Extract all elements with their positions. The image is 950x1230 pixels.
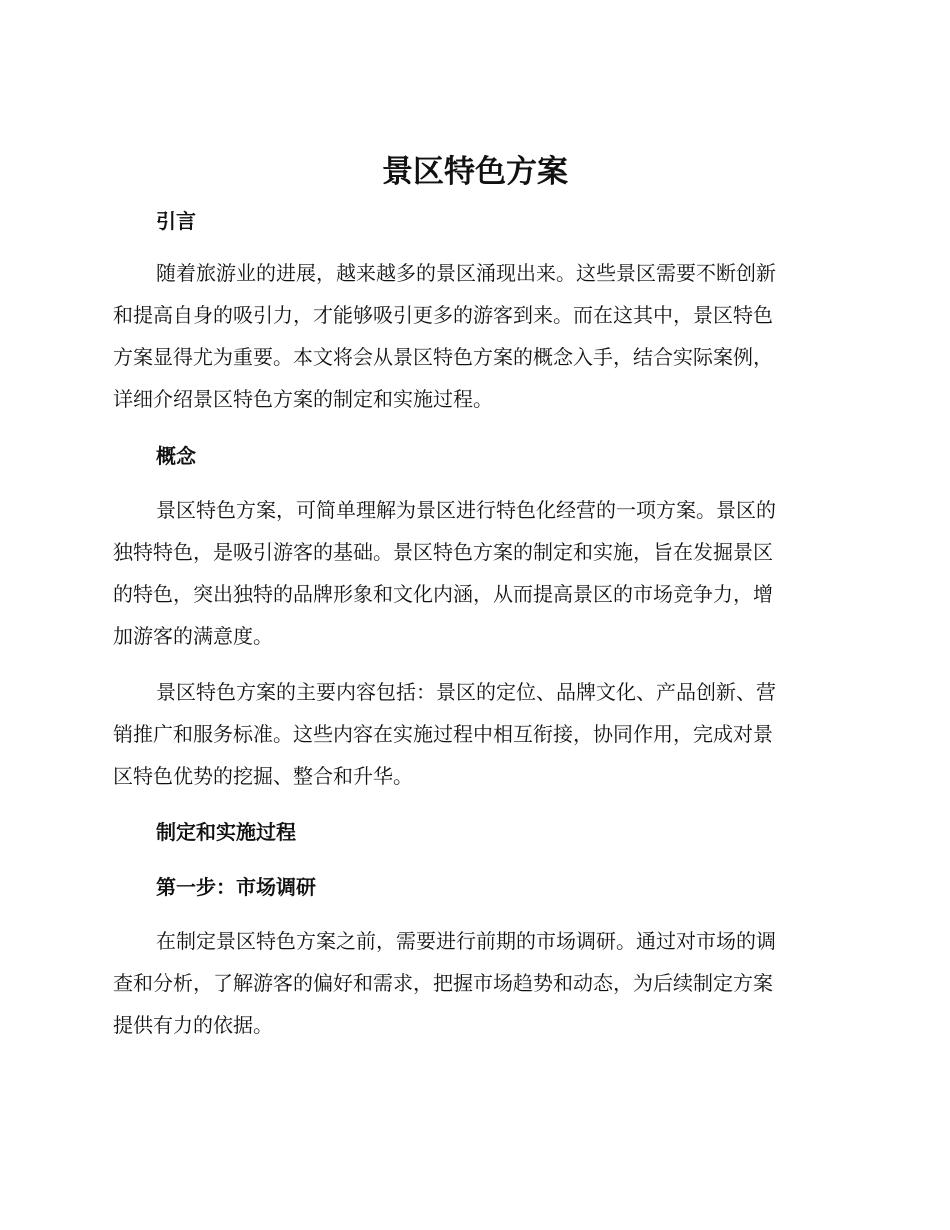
paragraph-line: 销推广和服务标准。这些内容在实施过程中相互衔接，协同作用，完成对景 [113, 722, 773, 746]
paragraph-introduction [113, 252, 833, 420]
paragraph-line: 区特色优势的挖掘、整合和升华。 [113, 764, 413, 788]
paragraph-line: 景区特色方案，可简单理解为景区进行特色化经营的一项方案。景区的 [156, 498, 776, 522]
paragraph-line: 和提高自身的吸引力，才能够吸引更多的游客到来。而在这其中，景区特色 [113, 303, 773, 327]
section-heading-process: 制定和实施过程 [156, 820, 296, 844]
section-heading-concept: 概念 [156, 444, 196, 468]
paragraph-line: 的特色，突出独特的品牌形象和文化内涵，从而提高景区的市场竞争力，增 [113, 582, 773, 606]
paragraph-market-research [113, 920, 833, 1046]
paragraph-line: 景区特色方案的主要内容包括：景区的定位、品牌文化、产品创新、营 [156, 680, 776, 704]
paragraph-line: 加游客的满意度。 [113, 624, 273, 648]
paragraph-concept-content [113, 671, 833, 797]
section-heading-introduction: 引言 [156, 209, 196, 233]
paragraph-line: 详细介绍景区特色方案的制定和实施过程。 [113, 387, 493, 411]
paragraph-line: 方案显得尤为重要。本文将会从景区特色方案的概念入手，结合实际案例， [113, 345, 773, 369]
paragraph-concept-definition [113, 489, 833, 657]
document-title: 景区特色方案 [382, 154, 568, 190]
paragraph-line: 独特特色，是吸引游客的基础。景区特色方案的制定和实施，旨在发掘景区 [113, 540, 773, 564]
paragraph-line: 提供有力的依据。 [113, 1013, 273, 1037]
paragraph-line: 在制定景区特色方案之前，需要进行前期的市场调研。通过对市场的调 [156, 929, 776, 953]
paragraph-line: 查和分析，了解游客的偏好和需求，把握市场趋势和动态，为后续制定方案 [113, 971, 773, 995]
paragraph-line: 随着旅游业的进展，越来越多的景区涌现出来。这些景区需要不断创新 [156, 261, 776, 285]
subsection-heading-step-one: 第一步：市场调研 [156, 875, 316, 899]
